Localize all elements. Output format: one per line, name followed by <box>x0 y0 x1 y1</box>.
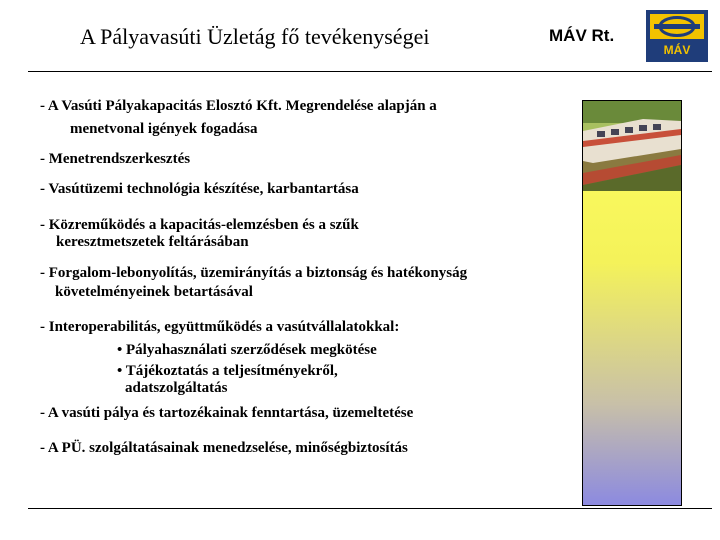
sub-bullet-continuation: adatszolgáltatás <box>125 380 228 396</box>
logo-text: MÁV <box>663 43 691 57</box>
list-item-text: - A Vasúti Pályakapacitás Elosztó Kft. Megrendelése alapján a <box>40 98 437 114</box>
list-item: - Közreműködés a kapacitás-elemzésben és a szűk <box>40 217 359 233</box>
logo-train-emblem <box>650 14 704 39</box>
list-item-continuation: követelményeinek betartásával <box>55 284 253 300</box>
company-name: MÁV Rt. <box>549 26 615 45</box>
list-item <box>40 97 437 115</box>
sub-bullet-item: • Pályahasználati szerződések megkötése <box>117 342 377 358</box>
list-item: - A PÜ. szolgáltatásainak menedzselése, minőségbiztosítás <box>40 440 408 456</box>
train-photo <box>583 101 681 191</box>
footer-divider <box>28 508 712 509</box>
list-item: - Vasútüzemi technológia készítése, karbantartása <box>40 181 359 197</box>
list-item-continuation: keresztmetszetek feltárásában <box>56 234 249 250</box>
list-item: - A vasúti pálya és tartozékainak fenntartása, üzemeltetése <box>40 405 414 421</box>
mav-logo <box>646 10 708 62</box>
list-item: - Forgalom-lebonyolítás, üzemirányítás a biztonság és hatékonyság <box>40 265 468 281</box>
list-item-continuation: menetvonal igények fogadása <box>70 121 258 137</box>
sub-bullet-item: • Tájékoztatás a teljesítményekről, <box>117 363 338 379</box>
header-divider <box>28 71 712 72</box>
page-title: A Pályavasúti Üzletág fő tevékenységei <box>80 24 430 49</box>
list-item: - Interoperabilitás, együttműködés a vasútvállalatokkal: <box>40 319 400 335</box>
list-item: - Menetrendszerkesztés <box>40 151 191 167</box>
